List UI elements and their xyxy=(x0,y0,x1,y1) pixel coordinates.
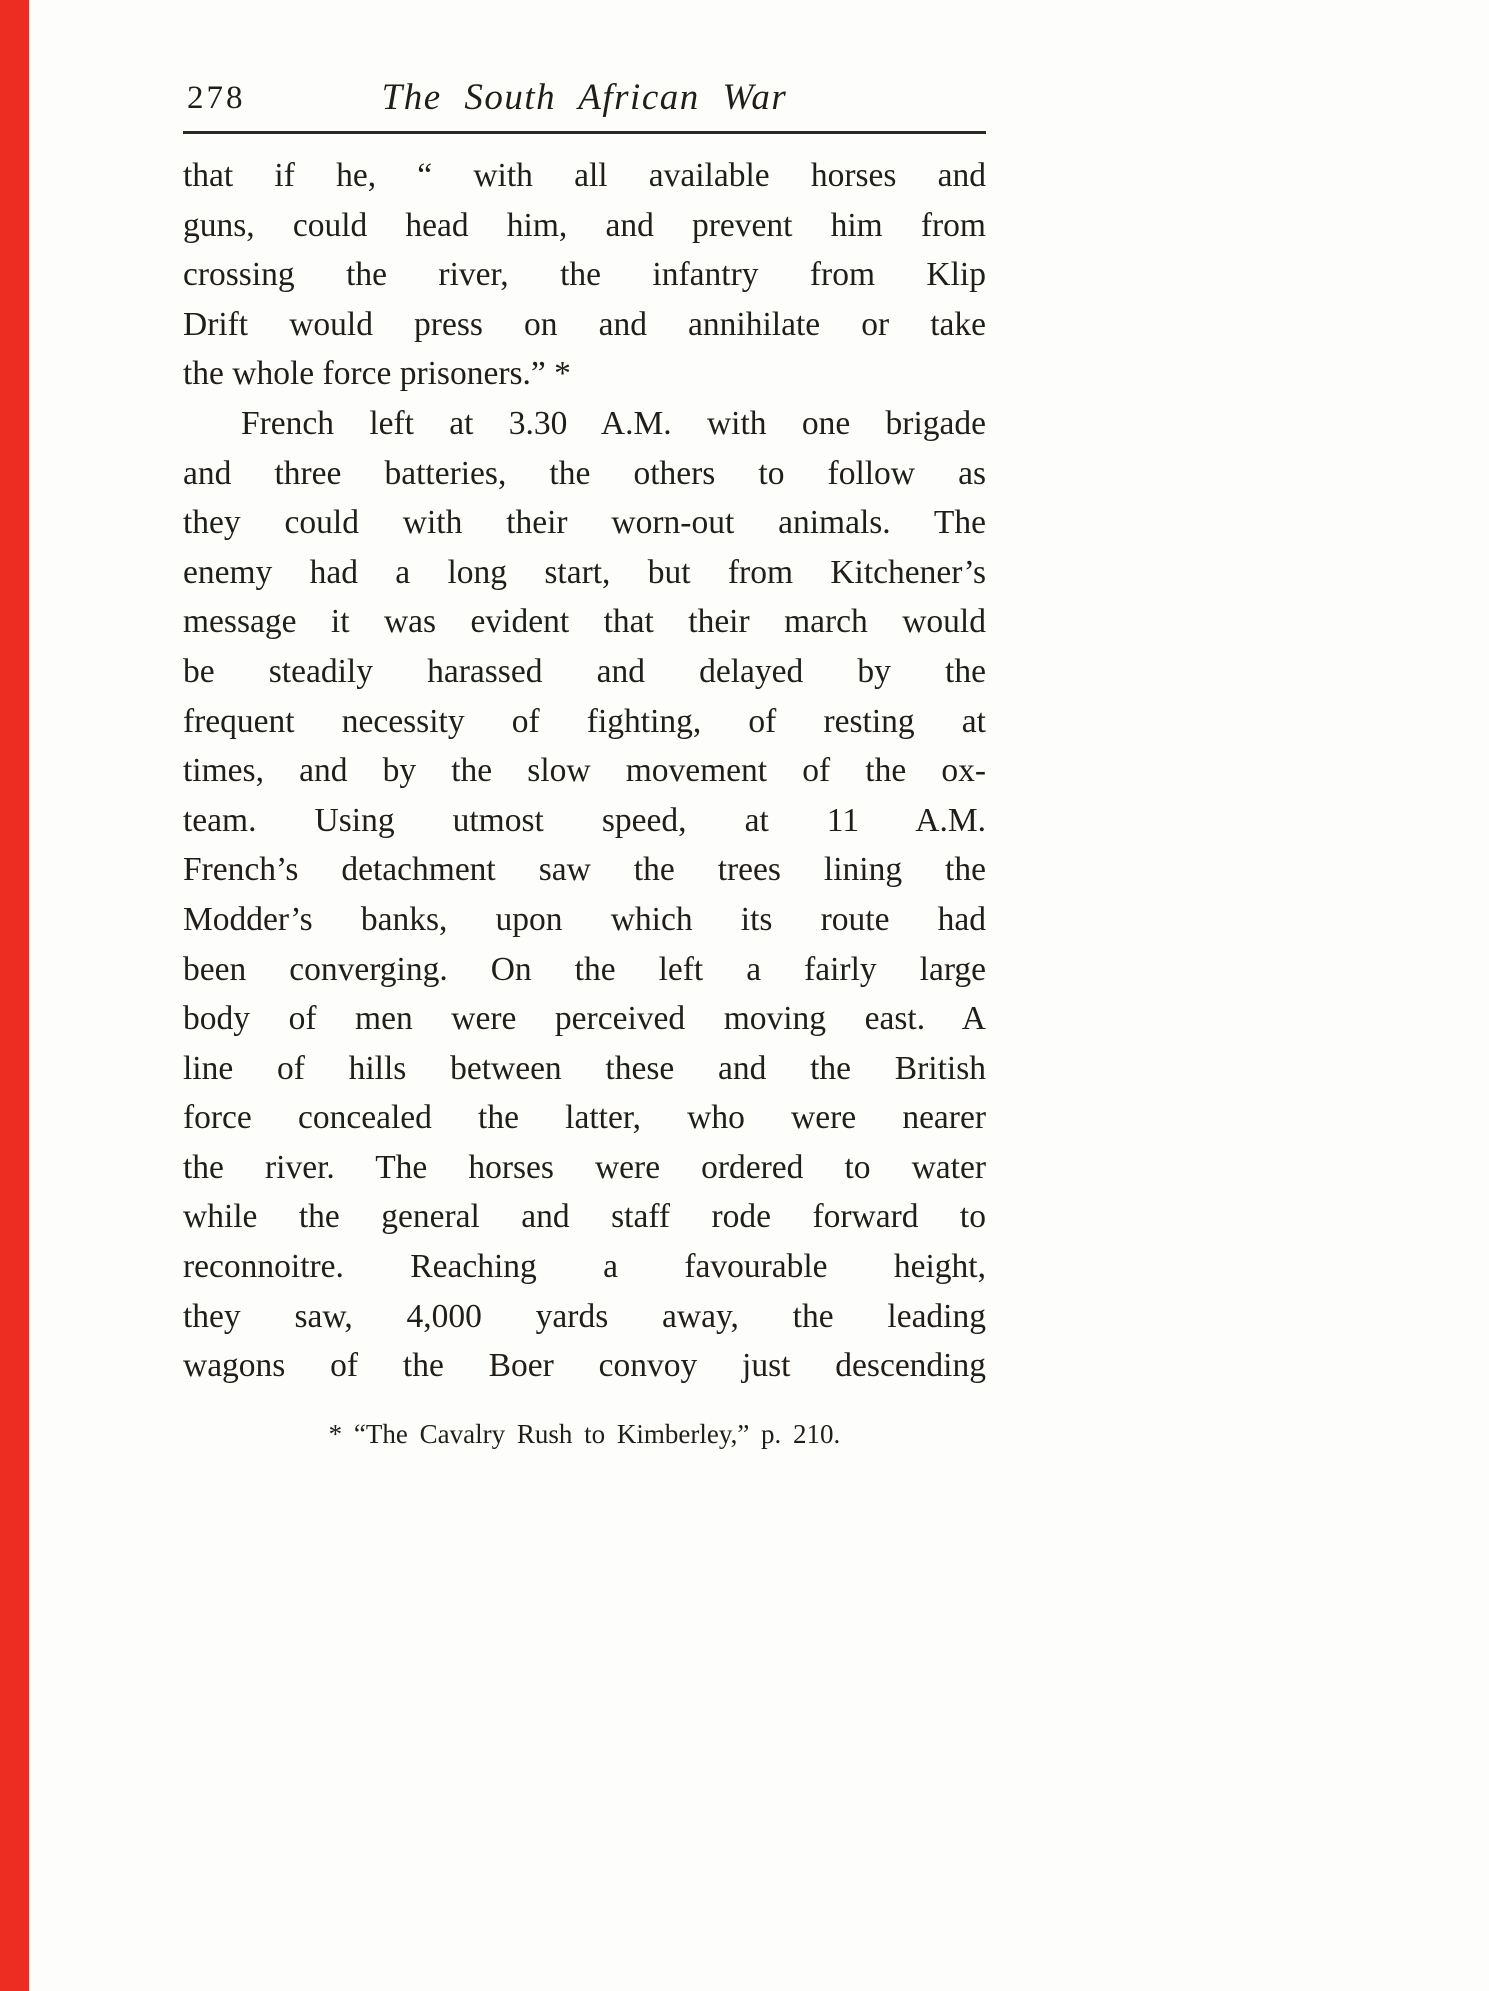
page-header xyxy=(183,76,986,126)
text-line: they could with their worn-out animals. The xyxy=(183,504,986,542)
text-line: team. Using utmost speed, at 11 A.M. xyxy=(183,801,986,839)
text-line: the whole force prisoners.” * xyxy=(183,355,571,393)
text-line: while the general and staff rode forward to xyxy=(183,1198,986,1236)
text-line: Drift would press on and annihilate or take xyxy=(183,305,986,343)
red-edge-strip xyxy=(0,0,29,1991)
footnote: * “The Cavalry Rush to Kimberley,” p. 210. xyxy=(328,1418,841,1449)
text-line: frequent necessity of fighting, of resting at xyxy=(183,702,986,740)
text-line: body of men were perceived moving east. A xyxy=(183,1000,986,1038)
text-line: French’s detachment saw the trees lining the xyxy=(183,851,986,889)
text-line: line of hills between these and the British xyxy=(183,1049,986,1087)
text-line: they saw, 4,000 yards away, the leading xyxy=(183,1297,986,1335)
text-line: that if he, “ with all available horses and xyxy=(183,157,986,194)
text-line: Modder’s banks, upon which its route had xyxy=(183,900,986,938)
page-title: The South African War xyxy=(381,77,788,118)
text-line: wagons of the Boer convoy just descending xyxy=(183,1347,986,1385)
text-line: been converging. On the left a fairly large xyxy=(183,950,986,988)
text-line: the river. The horses were ordered to water xyxy=(183,1148,986,1186)
header-rule xyxy=(183,131,986,134)
text-line: enemy had a long start, but from Kitchener’s xyxy=(183,553,986,591)
page-content xyxy=(183,76,986,1450)
text-line: crossing the river, the infantry from Klip xyxy=(183,256,986,294)
text-line: times, and by the slow movement of the ox- xyxy=(183,752,986,790)
page-number: 278 xyxy=(187,80,246,116)
paragraph xyxy=(183,399,986,1391)
text-line: guns, could head him, and prevent him from xyxy=(183,206,986,244)
text-line: message it was evident that their march would xyxy=(183,603,986,641)
text-line: be steadily harassed and delayed by the xyxy=(183,652,986,690)
paragraph xyxy=(183,151,986,399)
body-text xyxy=(183,151,986,1391)
text-line: reconnoitre. Reaching a favourable height, xyxy=(183,1248,986,1286)
text-line: force concealed the latter, who were nearer xyxy=(183,1099,986,1137)
text-line: French left at 3.30 A.M. with one brigade xyxy=(241,404,986,442)
text-line: and three batteries, the others to follow as xyxy=(183,454,986,492)
